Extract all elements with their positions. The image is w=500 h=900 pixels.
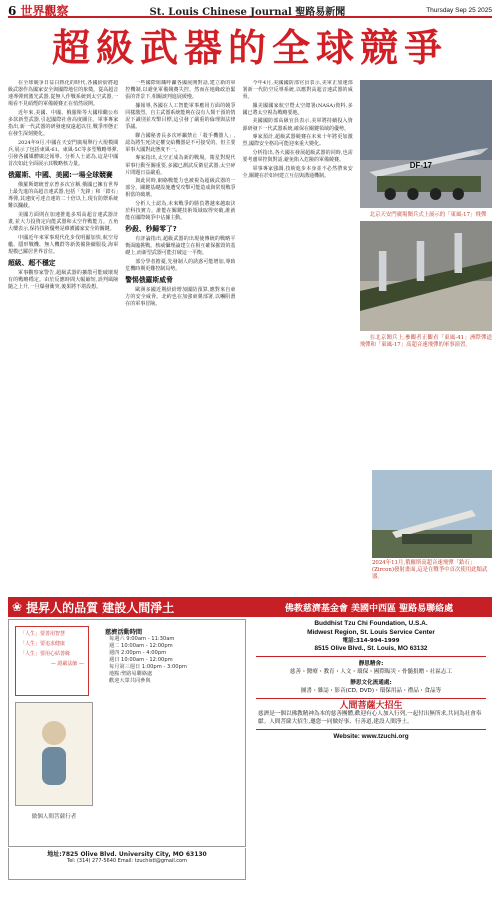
parade-photo [360,221,492,331]
photo-caption: 2024年11月,俄羅斯高超音速飛彈「鋯石」(Zircon)發射畫面,這是在戰爭中首次使用此類武器。 [372,560,488,580]
col1-paragraphs [8,80,118,168]
schedule-item: 每週六 9:00am - 11:30am [109,636,175,642]
schedule-item: 週二 10:00am - 12:00pm [109,643,173,649]
subheading: 警惕俄羅斯威脅 [125,276,173,285]
books-list: 圖書・雜誌・影音(CD, DVD)・環保用品・禮品・食品等 [300,688,442,694]
quote-panel [15,626,89,696]
article-column-1 [8,80,118,595]
article-column-3 [242,80,352,595]
foundation-info [250,619,492,889]
recruit-body: 慈濟是一個以佛教精神為本的慈善團體,歡迎有心人加入行列,一起付出無所求,共同為社會奉獻。人間菩薩大招生,邀您一同做好事、行善道,建設人間淨土。 [258,711,482,725]
subheading: 秒殺、秒歸零了? [125,225,177,234]
quote-3: 「人生」要用心結善緣 [20,651,71,657]
col2-paragraphs [125,80,235,222]
ad-contact-footer [8,848,246,880]
foundation-address: 8515 Olive Blvd., St. Louis, MO 63132 [314,645,428,652]
paragraph: 美國國防部高級官員表示,美軍將持續投入資源研發下一代武器系統,確保在關鍵領域的優勢。 [242,118,353,132]
schedule-item: 週日 10:00am - 12:00pm [109,657,173,663]
paragraph: 一些國際組織呼籲各國展開對話,建立新的軍控機制,以避免軍備競賽失控。然而在地緣政治緊張的背景下,相關談判進展緩慢。 [125,80,236,101]
paragraph: 今年4月,美國國防部官員表示,美軍正加速部署新一代防空反導系統,以應對高超音速武器的威脅。 [242,80,353,101]
paragraph: 據報導,各國在人工智能軍事應用方面的競爭同樣激烈。自主武器系統能夠在沒有人類干預的情況下識別並攻擊目標,這引發了嚴重的倫理與法律爭議。 [125,102,236,131]
paragraph: 軍事觀察家警告,超級武器的擴散可能破壞現有的戰略穩定。由於反應時間大幅縮短,誤判風險隨之上升,一旦爆發衝突,後果將不堪設想。 [8,270,119,291]
col3-middle-paragraphs [242,150,352,180]
foundation-name-en: Buddhist Tzu Chi Foundation, U.S.A. [314,620,428,627]
schedule-item: 歡迎大眾共同參與 [109,678,151,684]
paragraph: 美國方面則在加速推進多項高超音速武器計畫,並大力投資定向能武器和太空作戰能力。五角大樓表示,保持技術優勢是維護國家安全的關鍵。 [8,212,119,233]
lower-photo-block [372,470,492,595]
quote-author: — 證嚴法師 — [50,661,84,667]
col1c-paragraphs [8,270,118,291]
ad-address: 地址:7825 Olive Blvd. University City, MO 63130 [47,851,207,858]
paragraph: 據美國國家航空暨太空總署(NASA)資料,多國已將太空視為戰略要地。 [242,102,353,116]
paragraph: 軍事專家強調,技術進步本身並不必然帶來安全,關鍵在於如何建立互信與溝通機制。 [242,165,353,179]
recruit-title: 人間菩薩大招生 [339,701,403,711]
article-column-2 [125,80,235,595]
photo-caption: 北京天安門廣場閱兵式上展示的「東風-17」飛彈 [369,212,487,218]
foundation-phone: 電話:314-994-1999 [342,638,400,644]
website-link[interactable]: Website: www.tzuchi.org [333,733,409,740]
paragraph: 近年來,美國、中國、俄羅斯等大國相繼公布多款新型武器,引起國際社會高度關注。軍事專家指出,新一代武器的研發速度遠超以往,戰爭形態正在發生深刻變化。 [8,109,119,138]
headline: 超級武器的全球競爭 [51,26,448,70]
col1b-paragraphs [8,182,118,256]
missions-heading: 靜思精舍: [358,661,384,667]
illustration-caption: 做個人間菩薩行者 [31,814,77,820]
foundation-name-banner: 佛教慈濟基金會 美國中西區 聖路易聯絡處 [284,603,454,614]
lotus-icon: ❀ [12,600,23,614]
paragraph: 2024年9月,中國在天安門廣場舉行大規模閱兵,展示了包括東風-61、東風-5C等多型戰略導彈,引發各國媒體廣泛報導。分析人士認為,這是中國首次如此全面展示其戰略核力量。 [8,139,119,168]
paragraph: 聯合國秘書長多次呼籲禁止「殺手機器人」,認為將生死決定權交給機器是不可接受的。但主要軍事大國對此態度不一。 [125,132,236,153]
paragraph: 部分學者擔憂,先發制人的誘惑可能增加,導致危機時期更難控制局勢。 [125,259,236,273]
subheading: 俄羅斯、中國、美國:一場全球競賽 [8,171,113,180]
publication-name: St. Louis Chinese Journal 聖路易新聞 [149,6,346,18]
ad-contact: Tel: (314) 277-5640 Email: tzuchistl@gmail.com [67,858,187,864]
missile-label: DF-17 [409,161,432,170]
photo-caption: 在北京閱兵上,參觀者正觀看「東風-41」洲際彈道飛彈和「東風-17」高超音速飛彈的軍事演習。 [359,334,492,348]
foundation-branch: Midwest Region, St. Louis Service Center [307,629,435,636]
activity-schedule [101,626,241,816]
col2b-paragraphs [125,236,235,273]
paragraph: 專家預計,超級武器競賽在未來十年將更加激烈,國際安全格局可能迎來重大變化。 [242,134,353,148]
page-header [8,4,492,18]
bottom-banner [8,597,492,617]
books-heading: 靜思文化流通處: [350,680,392,686]
col2c-paragraphs [125,287,235,308]
quote-1: 「人生」要善用智慧 [20,631,66,637]
paragraph: 專家指出,太空正成為新的戰場。衛星對現代軍事行動至關重要,多國已測試反衛星武器,太空碎片問題日益嚴重。 [125,155,236,176]
paragraph: 分析指出,各大國在發展超級武器的同時,也需要考慮軍控與對話,避免陷入危險的軍備競賽。 [242,149,353,163]
page-number: 6 世界觀察 [8,3,69,18]
paragraph: 分析人士認為,未來戰爭的勝負將越來越取決於科技實力。誰能在關鍵技術領域取得突破,誰就能在國際競爭中佔據主動。 [125,201,236,222]
banner-title: ❀ 提昇人的品質 建設人間淨土 [12,600,175,615]
missions-list: 慈善・醫療・教育・人文・環保・國際賑災・骨髓捐贈・社區志工 [289,669,453,675]
paragraph: 與此同時,網絡戰能力也被視為超級武器的一部分。關鍵基礎設施遭受攻擊可能造成與常規戰爭相當的破壞。 [125,178,236,199]
quote-2: 「人生」要追求健康 [20,641,66,647]
subheading: 超級、超不穩定 [8,259,56,268]
launch-photo [372,470,492,558]
missile-photo [360,80,492,208]
paragraph: 中國近年來軍事現代化步伐明顯加快,航空母艦、隱形戰機、無人機群等新裝備陸續服役,海軍規模已躍居世界首位。 [8,234,119,255]
bodhisattva-illustration [15,702,93,806]
publication-date: Thursday Sep 25 2025 [426,6,492,14]
schedule-item: 週四 2:00pm - 4:00pm [109,650,167,656]
schedule-item: 每月第三週日 1:00pm - 3:00pm [109,664,187,670]
paragraph: 有評論指出,超級武器的出現使傳統的戰略平衡面臨挑戰。核威懾理論建立在相互確保摧毀的基礎上,而新型武器可能打破這一平衡。 [125,236,236,257]
paragraph: 俄羅斯總統普京曾多次宣稱,俄國已擁有世界上最先進的高超音速武器,包括「先鋒」和「鋯石」導彈,其速度可達音速的二十倍以上,現有防禦系統難以攔截。 [8,182,119,210]
col3-top-paragraphs [242,80,352,148]
schedule-item: 地點:聖路易聯絡處 [109,671,153,677]
paragraph: 在全球競爭日益白熱化的時代,各國紛紛將超級武器作為國家安全與國際地位的象徵。從高超音速導彈到激光武器,從無人作戰系統到太空武器,一場看不見硝煙的軍備競賽正在悄然展開。 [8,80,119,108]
tzuchi-ad [8,619,246,847]
schedule-title: 慈濟活動時間 [105,629,143,636]
paragraph: 歐洲多國近期紛紛增加國防預算,應對來自東方的安全威脅。北約也在加強東翼部署,以嚇阻潛在的軍事冒險。 [125,287,236,308]
